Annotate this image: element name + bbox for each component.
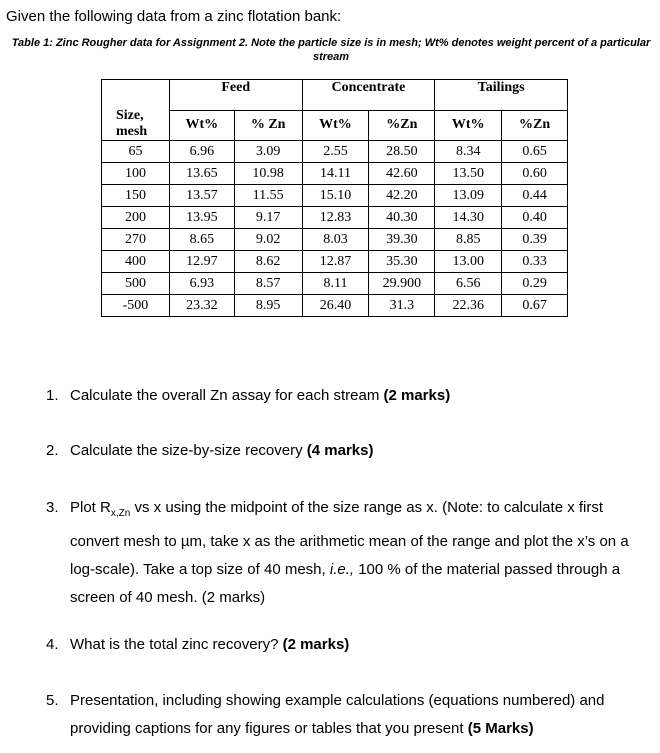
value-cell: 13.95 [169,207,234,229]
value-cell: 26.40 [302,295,369,317]
value-cell: 8.85 [435,229,502,251]
value-cell: 8.62 [234,251,302,273]
value-cell: 39.30 [369,229,435,251]
table-caption: Table 1: Zinc Rougher data for Assignment 2. Note the particle size is in mesh; Wt% denotes weight percent of a particular stream [11,37,651,63]
question-number: 4. [46,636,59,653]
value-cell: 6.56 [435,273,502,295]
question-text: vs x using the midpoint of the size range as x. (Note: to calculate x first convert mesh to µm, take x as the arithmetic mean of the range and plot the x’s on a log-scale). Take a top size of 40 mesh, [70,499,629,578]
size-cell: 270 [102,229,170,251]
value-cell: 14.11 [302,163,369,185]
table-row [102,295,568,317]
feed-header: Feed [169,80,302,111]
value-cell: 13.65 [169,163,234,185]
question-marks: (2 marks) [383,387,451,404]
value-cell: 42.60 [369,163,435,185]
question-3 [46,494,650,612]
size-header-line2: mesh [116,124,148,139]
question-text: Plot R [70,499,111,516]
value-cell: 13.50 [435,163,502,185]
question-marks: (4 marks) [306,442,374,459]
question-text: What is the total zinc recovery? [70,636,283,653]
question-number: 5. [46,692,59,709]
tailings-header: Tailings [435,80,568,111]
value-cell: 10.98 [234,163,302,185]
value-cell: 0.39 [502,229,568,251]
subheader-cell: Wt% [169,110,234,141]
question-text: Presentation, including showing example calculations (equations numbered) and providing captions for any figures or tables that you present [70,692,605,737]
value-cell: 6.93 [169,273,234,295]
value-cell: 0.60 [502,163,568,185]
subheader-cell: % Zn [234,110,302,141]
value-cell: 0.29 [502,273,568,295]
value-cell: 0.33 [502,251,568,273]
question-marks: (5 Marks) [467,720,534,737]
question-5 [46,687,650,743]
value-cell: 9.02 [234,229,302,251]
size-cell: 400 [102,251,170,273]
value-cell: 15.10 [302,185,369,207]
value-cell: 8.34 [435,141,502,163]
question-subscript: x,Zn [110,508,131,519]
subheader-cell: Wt% [435,110,502,141]
value-cell: 35.30 [369,251,435,273]
value-cell: 13.00 [435,251,502,273]
question-number: 2. [46,442,59,459]
value-cell: 42.20 [369,185,435,207]
question-number: 1. [46,387,59,404]
question-italic: i.e., [329,561,355,578]
question-1 [46,382,650,410]
value-cell: 3.09 [234,141,302,163]
question-text: Calculate the overall Zn assay for each stream [70,387,384,404]
value-cell: 12.87 [302,251,369,273]
value-cell: 0.44 [502,185,568,207]
size-cell: 200 [102,207,170,229]
size-cell: -500 [102,295,170,317]
value-cell: 22.36 [435,295,502,317]
value-cell: 8.03 [302,229,369,251]
table-row [102,163,568,185]
value-cell: 8.57 [234,273,302,295]
value-cell: 11.55 [234,185,302,207]
question-2 [46,437,650,465]
table-row [102,207,568,229]
value-cell: 28.50 [369,141,435,163]
table-row [102,229,568,251]
value-cell: 23.32 [169,295,234,317]
size-header-line1: Size, [116,108,144,123]
size-cell: 500 [102,273,170,295]
value-cell: 9.17 [234,207,302,229]
value-cell: 13.09 [435,185,502,207]
question-number: 3. [46,499,59,516]
concentrate-header: Concentrate [302,80,435,111]
question-text: Calculate the size-by-size recovery [70,442,307,459]
value-cell: 13.57 [169,185,234,207]
value-cell: 12.83 [302,207,369,229]
subheader-cell: Wt% [302,110,369,141]
group-header-row [102,80,568,111]
value-cell: 0.40 [502,207,568,229]
value-cell: 8.95 [234,295,302,317]
size-cell: 100 [102,163,170,185]
subheader-cell: %Zn [502,110,568,141]
value-cell: 40.30 [369,207,435,229]
question-marks: (2 marks) [282,636,350,653]
subheader-cell: %Zn [369,110,435,141]
value-cell: 31.3 [369,295,435,317]
value-cell: 6.96 [169,141,234,163]
question-4 [46,631,650,659]
value-cell: 29.900 [369,273,435,295]
value-cell: 0.67 [502,295,568,317]
zinc-rougher-table [101,79,568,317]
table-row [102,141,568,163]
table-row [102,273,568,295]
size-header [102,80,170,141]
table-row [102,251,568,273]
table-row [102,185,568,207]
question-text: 100 % of the material passed through a screen of 40 mesh. (2 marks) [70,561,621,606]
size-cell: 65 [102,141,170,163]
value-cell: 0.65 [502,141,568,163]
value-cell: 2.55 [302,141,369,163]
value-cell: 14.30 [435,207,502,229]
subheader-row [102,110,568,141]
intro-text: Given the following data from a zinc flotation bank: [6,8,342,25]
size-cell: 150 [102,185,170,207]
value-cell: 8.11 [302,273,369,295]
value-cell: 12.97 [169,251,234,273]
value-cell: 8.65 [169,229,234,251]
